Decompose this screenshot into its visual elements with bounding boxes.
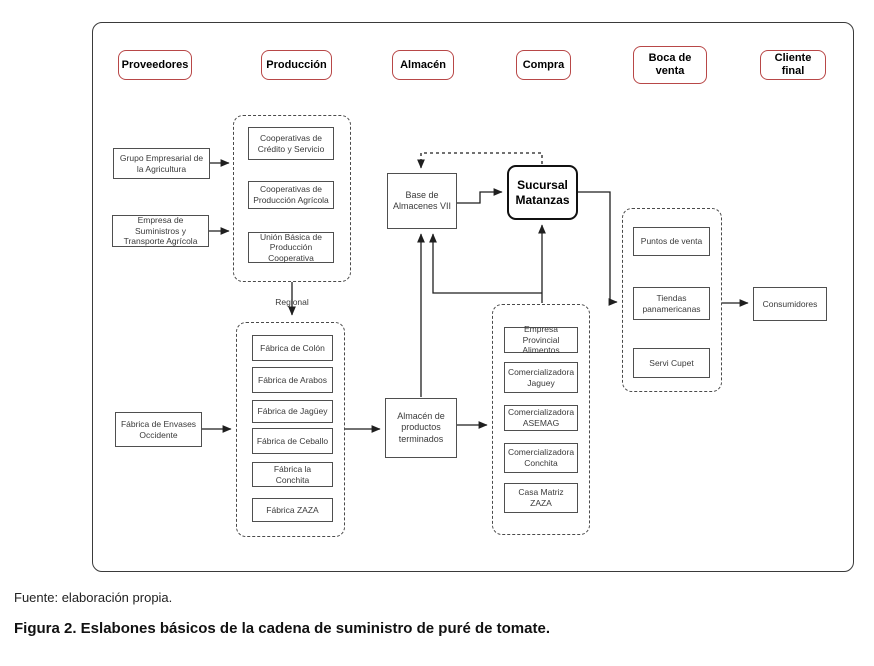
node-cooperativas-produccion: Cooperativas de Producción Agrícola xyxy=(248,181,334,209)
node-fabrica-arabos: Fábrica de Arabos xyxy=(252,367,333,393)
node-empresa-provincial: Empresa Provincial Alimentos xyxy=(504,327,578,353)
diagram-frame xyxy=(92,22,854,572)
node-fabrica-envases: Fábrica de Envases Occidente xyxy=(115,412,202,447)
node-grupo-empresarial: Grupo Empresarial de la Agricultura xyxy=(113,148,210,179)
node-servi-cupet: Servi Cupet xyxy=(633,348,710,378)
node-cooperativas-credito: Cooperativas de Crédito y Servicio xyxy=(248,127,334,160)
node-sucursal-matanzas: Sucursal Matanzas xyxy=(507,165,578,220)
node-comercializadora-jaguey: Comercializadora Jaguey xyxy=(504,362,578,393)
node-puntos-venta: Puntos de venta xyxy=(633,227,710,256)
node-casa-matriz-zaza: Casa Matriz ZAZA xyxy=(504,483,578,513)
stage-header-produccion: Producción xyxy=(261,50,332,80)
node-fabrica-zaza: Fábrica ZAZA xyxy=(252,498,333,522)
regional-arrow-label: Regional xyxy=(275,297,309,307)
stage-header-boca-de-venta: Boca de venta xyxy=(633,46,707,84)
node-union-basica: Unión Básica de Producción Cooperativa xyxy=(248,232,334,263)
node-comercializadora-asemag: Comercializadora ASEMAG xyxy=(504,405,578,431)
node-comercializadora-conchita: Comercializadora Conchita xyxy=(504,443,578,473)
stage-header-proveedores: Proveedores xyxy=(118,50,192,80)
stage-header-compra: Compra xyxy=(516,50,571,80)
node-fabrica-ceballo: Fábrica de Ceballo xyxy=(252,428,333,454)
node-fabrica-colon: Fábrica de Colón xyxy=(252,335,333,361)
node-fabrica-jaguey: Fábrica de Jagüey xyxy=(252,400,333,423)
source-note: Fuente: elaboración propia. xyxy=(14,590,173,605)
figure-caption: Figura 2. Eslabones básicos de la cadena de suministro de puré de tomate. xyxy=(14,620,550,637)
stage-header-cliente-final: Cliente final xyxy=(760,50,826,80)
node-consumidores: Consumidores xyxy=(753,287,827,321)
node-base-almacenes: Base de Almacenes VII xyxy=(387,173,457,229)
node-tiendas-panamericanas: Tiendas panamericanas xyxy=(633,287,710,320)
node-almacen-productos: Almacén de productos terminados xyxy=(385,398,457,458)
stage-header-almacen: Almacén xyxy=(392,50,454,80)
node-empresa-suministros: Empresa de Suministros y Transporte Agrícola xyxy=(112,215,209,247)
node-fabrica-conchita: Fábrica la Conchita xyxy=(252,462,333,487)
